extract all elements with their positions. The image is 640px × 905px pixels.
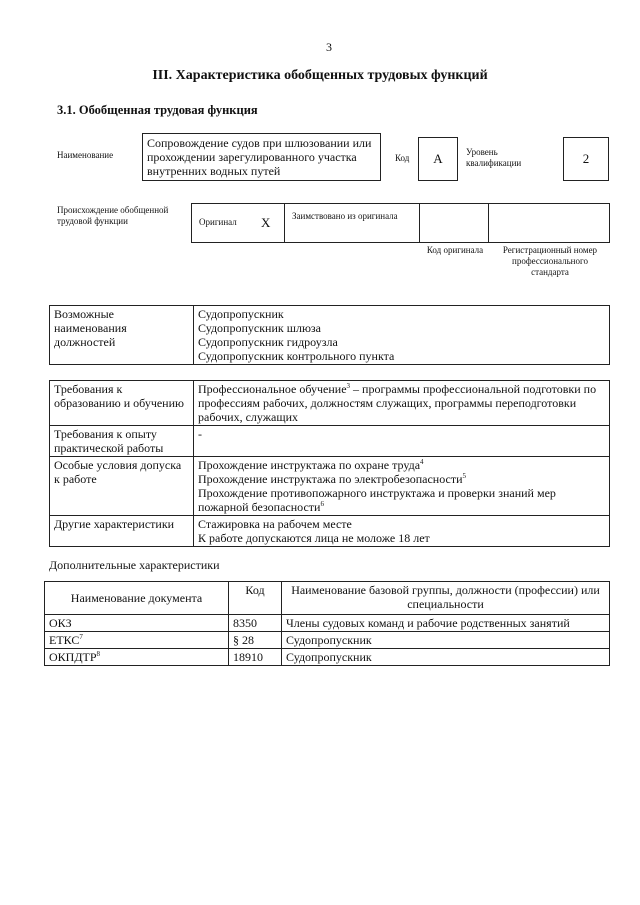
name-value: Сопровождение судов при шлюзовании или прохождении зарегулированного участка внутренних водных путей xyxy=(147,136,372,178)
section-title: III. Характеристика обобщенных трудовых функций xyxy=(152,68,488,83)
requirement-value: Профессиональное обучение$^3$ – программы профессиональной подготовки по профессиям рабочих, должностям служащих, программы переподготовки рабочих, служащих xyxy=(194,381,610,426)
positions-table xyxy=(49,305,610,365)
requirement-row xyxy=(50,457,610,516)
code-label: Код xyxy=(395,153,410,163)
requirements-table xyxy=(49,380,610,547)
requirement-label: Другие характеристики xyxy=(50,516,194,547)
requirement-label: Особые условия допуска к работе xyxy=(50,457,194,516)
table-row: ОКПДТР$^8$ 18910 Судопропускник xyxy=(45,649,610,666)
positions-label: Возможные наименования должностей xyxy=(50,306,194,365)
code-original-caption: Код оригинала xyxy=(426,245,484,255)
subsection-title: 3.1. Обобщенная трудовая функция xyxy=(57,103,258,117)
positions-list xyxy=(194,306,610,365)
position-item: Судопропускник контрольного пункта xyxy=(198,349,395,363)
requirement-row xyxy=(50,516,610,547)
original-mark: X xyxy=(261,215,271,230)
additional-title: Дополнительные характеристики xyxy=(49,558,220,572)
header-code: Код xyxy=(229,582,282,615)
requirement-label: Требования к образованию и обучению xyxy=(50,381,194,426)
position-item: Судопропускник шлюза xyxy=(198,321,321,335)
requirement-row xyxy=(50,426,610,457)
borrowed-label: Заимствовано из оригинала xyxy=(292,211,398,221)
level-value: 2 xyxy=(582,151,590,166)
level-value-box xyxy=(563,137,609,181)
header-name: Наименование базовой группы, должности (профессии) или специальности xyxy=(282,582,610,615)
level-label: Уровень квалификации xyxy=(466,147,522,168)
table-row: ОКЗ 8350 Члены судовых команд и рабочие родственных занятий xyxy=(45,615,610,632)
additional-table xyxy=(44,581,610,666)
reg-number-caption: Регистрационный номер профессионального стандарта xyxy=(502,245,598,277)
name-value-box xyxy=(142,133,381,181)
code-value: A xyxy=(433,151,443,166)
requirement-value: Прохождение инструктажа по охране труда$^4$ Прохождение инструктажа по электробезопасности$^5$ Прохождение противопожарного инструктажа и проверки знаний мер пожарной безопасности$^6$ xyxy=(194,457,610,516)
position-item: Судопропускник xyxy=(198,307,284,321)
additional-header-row xyxy=(45,582,610,615)
requirement-row xyxy=(50,381,610,426)
origin-box xyxy=(191,203,610,243)
requirement-value: - xyxy=(194,426,610,457)
header-doc: Наименование документа xyxy=(45,582,229,615)
position-item: Судопропускник гидроузла xyxy=(198,335,338,349)
code-value-box xyxy=(418,137,458,181)
requirement-label: Требования к опыту практической работы xyxy=(50,426,194,457)
requirement-value: Стажировка на рабочем месте К работе допускаются лица не моложе 18 лет xyxy=(194,516,610,547)
original-label: Оригинал xyxy=(199,217,237,227)
origin-label: Происхождение обобщенной трудовой функции xyxy=(57,205,169,226)
page-number: 3 xyxy=(326,40,332,54)
table-row: ЕТКС$^7$ § 28 Судопропускник xyxy=(45,632,610,649)
name-label: Наименование xyxy=(57,150,114,160)
